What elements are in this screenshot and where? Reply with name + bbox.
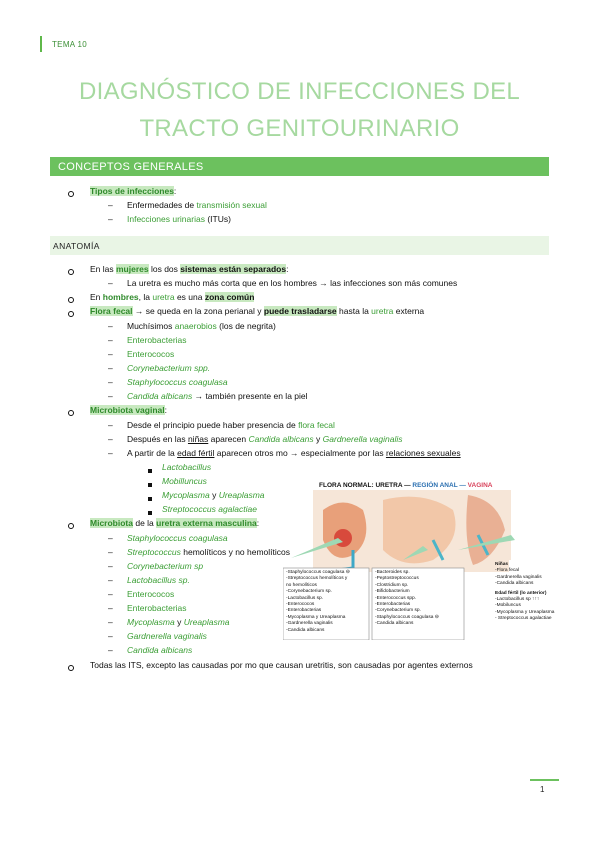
dash-icon: – (108, 589, 113, 599)
figure-list-line: -Candida albicans (375, 621, 414, 627)
bullet-circle-icon (68, 295, 74, 305)
bullet-circle-icon (68, 408, 74, 418)
flora-normal-figure (283, 480, 555, 640)
figure-list-line: -Mycoplasma y Ureaplasma (495, 609, 555, 615)
figure-list-line: -Enterococos (286, 602, 315, 608)
dash-icon: – (108, 603, 113, 613)
dash-icon: – (108, 363, 113, 373)
bullet-circle-icon (68, 663, 74, 673)
figure-list-line: -Bifidobacterium (375, 589, 410, 595)
figure-list-line: - Streptococcus agalactiae (495, 616, 552, 622)
bullet-square-icon (148, 479, 152, 489)
dash-icon: – (108, 278, 113, 288)
dash-icon: – (108, 214, 113, 224)
figure-list-line: -Flora fecal (495, 568, 519, 574)
dash-icon: – (108, 349, 113, 359)
figure-list-line: -Enterococcus spp. (375, 595, 417, 601)
dash-icon: – (108, 617, 113, 627)
page-title-line2: TRACTO GENITOURINARIO (139, 115, 460, 142)
figure-list-line: -Gardnerella vaginalis (495, 574, 542, 580)
section-conceptos-generales (50, 157, 549, 176)
figure-list-line: -Enterobacterias (286, 608, 322, 614)
dash-icon: – (108, 335, 113, 345)
dash-icon: – (108, 391, 113, 401)
header-accent-bar (40, 36, 42, 52)
figure-list-line: -Gardnerella vaginalis (286, 621, 333, 627)
figure-list-line: no hemolíticos (286, 582, 317, 588)
dash-icon: – (108, 420, 113, 430)
figure-list-line: -Corynebacterium sp. (286, 589, 332, 595)
figure-list-line: -Staphylococcus coagulasa ⊖ (375, 614, 439, 620)
urethra-flora-box (286, 570, 350, 634)
vaginal-flora-box: Niñas -Flora fecal -Gardnerella vaginalis -Candida albicans Edad fértil (lo anterior) -Lactobacillus sp ↑↑↑ -Mobiluncus -Mycoplasma y Ureaplasma - Streptococcus agalactiae (495, 562, 555, 622)
page-title-line1: DIAGNÓSTICO DE INFECCIONES DEL (78, 78, 521, 105)
bullet-circle-icon (68, 189, 74, 199)
section-title: CONCEPTOS GENERALES (58, 161, 204, 173)
figure-list-line: -Streptococcus hemolíticos y (286, 576, 348, 582)
figure-list-line: -Candida albicans (495, 581, 534, 587)
figure-list-line: -Corynebacterium sp. (375, 608, 421, 614)
dash-icon: – (108, 575, 113, 585)
section-title: ANATOMÍA (53, 241, 100, 251)
dash-icon: – (108, 533, 113, 543)
figure-list-line: -Lactobacillus sp. (286, 595, 324, 601)
figure-list-line: -Lactobacillus sp ↑↑↑ (495, 597, 540, 603)
figure-list-line: -Peptostreptococcus (375, 576, 419, 582)
dash-icon: – (108, 448, 113, 458)
figure-list-line: -Mobiluncus (495, 603, 521, 609)
figure-list-line: -Clostridium sp. (375, 582, 409, 588)
figure-list-line: -Mycoplasma y Ureaplasma (286, 614, 346, 620)
dash-icon: – (108, 321, 113, 331)
figure-list-line: -Candida albicans (286, 627, 325, 633)
bullet-circle-icon (68, 309, 74, 319)
section-anatomia (50, 236, 549, 255)
anal-flora-box (375, 570, 439, 628)
dash-icon: – (108, 645, 113, 655)
bullet-square-icon (148, 507, 152, 517)
figure-list-line: -Bacteroides sp. (375, 570, 410, 575)
dash-icon: – (108, 200, 113, 210)
dash-icon: – (108, 377, 113, 387)
dash-icon: – (108, 631, 113, 641)
page-number: 1 (540, 785, 545, 794)
figure-list-line: -Enterobacterias (375, 602, 411, 608)
bullet-circle-icon (68, 521, 74, 531)
bullet-circle-icon (68, 267, 74, 277)
bullet-square-icon (148, 493, 152, 503)
dash-icon: – (108, 547, 113, 557)
dash-icon: – (108, 434, 113, 444)
footer-accent-line (530, 779, 559, 781)
figure-list-line: -Staphylococcus coagulasa ⊖ (286, 570, 350, 575)
figure-header: FLORA NORMAL: URETRA — REGIÓN ANAL — VAGINA (319, 482, 493, 489)
bullet-square-icon (148, 465, 152, 475)
dash-icon: – (108, 561, 113, 571)
topic-label: TEMA 10 (52, 40, 88, 49)
